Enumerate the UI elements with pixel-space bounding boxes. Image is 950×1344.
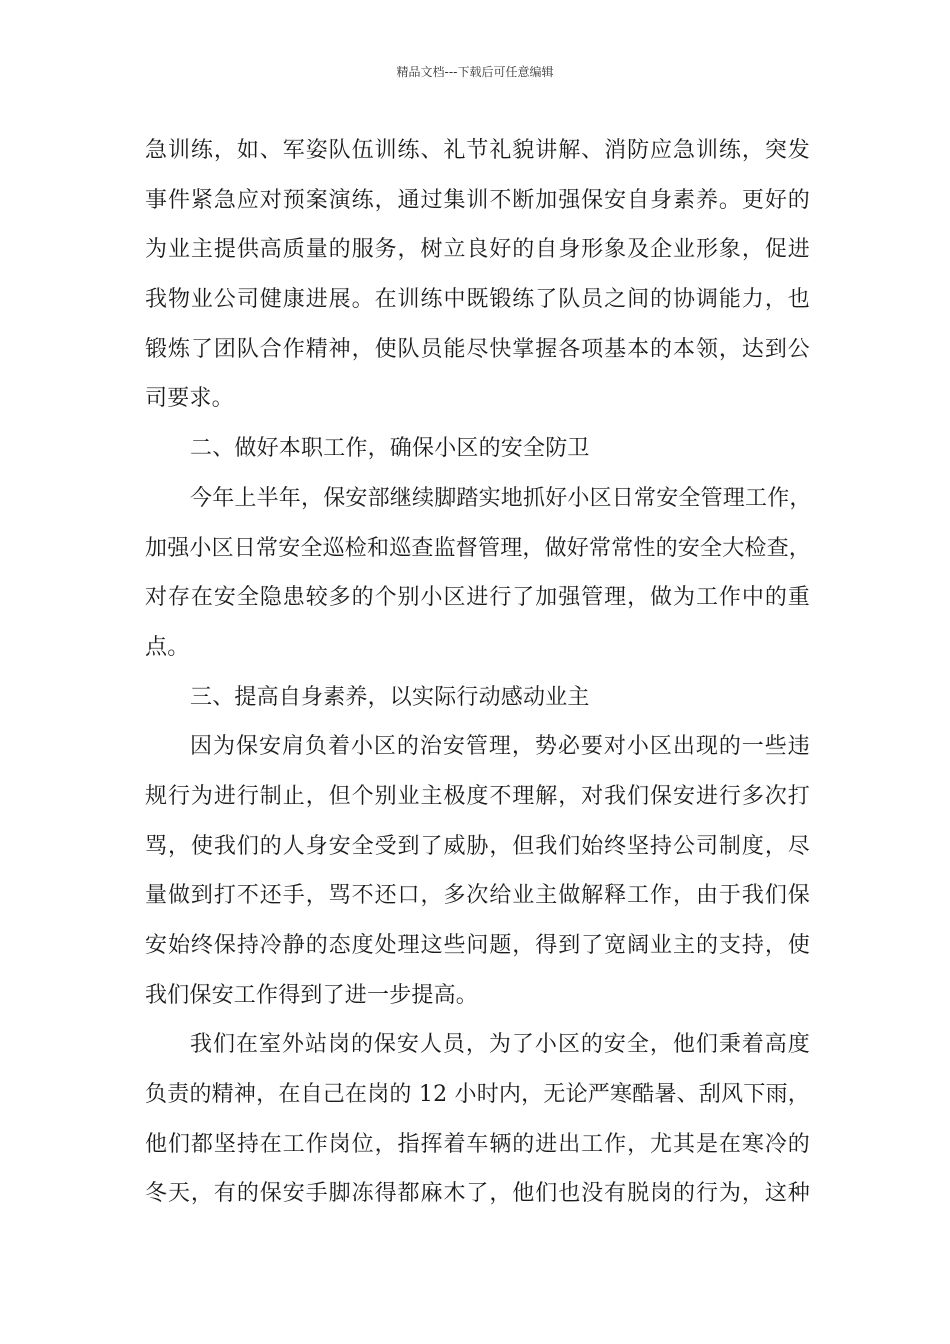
text-line: 负责的精神，在自己在岗的 12 小时内，无论严寒酷暑、刮风下雨，	[145, 1082, 810, 1108]
text-line: 因为保安肩负着小区的治安管理，势必要对小区出现的一些违	[190, 734, 810, 760]
text-line: 我们在室外站岗的保安人员，为了小区的安全，他们秉着高度	[190, 1032, 810, 1058]
text-line: 量做到打不还手，骂不还口，多次给业主做解释工作，由于我们保	[145, 883, 810, 909]
section-heading: 三、提高自身素养，以实际行动感动业主	[190, 684, 590, 710]
text-line: 事件紧急应对预案演练，通过集训不断加强保安自身素养。更好的	[145, 187, 810, 213]
text-line: 对存在安全隐患较多的个别小区进行了加强管理，做为工作中的重	[145, 585, 810, 611]
text-line: 点。	[145, 634, 190, 660]
text-line: 我们保安工作得到了进一步提高。	[145, 982, 479, 1008]
section-heading: 二、做好本职工作，确保小区的安全防卫	[190, 436, 590, 462]
text-line: 加强小区日常安全巡检和巡查监督管理，做好常常性的安全大检查，	[145, 535, 812, 561]
text-line: 规行为进行制止，但个别业主极度不理解，对我们保安进行多次打	[145, 783, 810, 809]
text-line: 为业主提供高质量的服务，树立良好的自身形象及企业形象，促进	[145, 237, 810, 263]
text-line: 急训练，如、军姿队伍训练、礼节礼貌讲解、消防应急训练，突发	[145, 138, 810, 163]
text-line: 骂，使我们的人身安全受到了威胁，但我们始终坚持公司制度，尽	[145, 833, 810, 859]
text-line: 我物业公司健康进展。在训练中既锻练了队员之间的协调能力，也	[145, 287, 810, 313]
text-line: 锻炼了团队合作精神，使队员能尽快掌握各项基本的本领，达到公	[145, 336, 810, 362]
text-line: 司要求。	[145, 386, 234, 412]
text-line: 冬天，有的保安手脚冻得都麻木了，他们也没有脱岗的行为，这种	[145, 1181, 810, 1207]
page-header: 精品文档---下载后可任意编辑	[396, 65, 554, 79]
text-line: 今年上半年，保安部继续脚踏实地抓好小区日常安全管理工作，	[190, 485, 812, 511]
text-line: 安始终保持冷静的态度处理这些问题，得到了宽阔业主的支持，使	[145, 933, 810, 958]
document-body	[145, 126, 810, 1219]
text-line: 他们都坚持在工作岗位，指挥着车辆的进出工作，尤其是在寒冷的	[145, 1131, 810, 1157]
